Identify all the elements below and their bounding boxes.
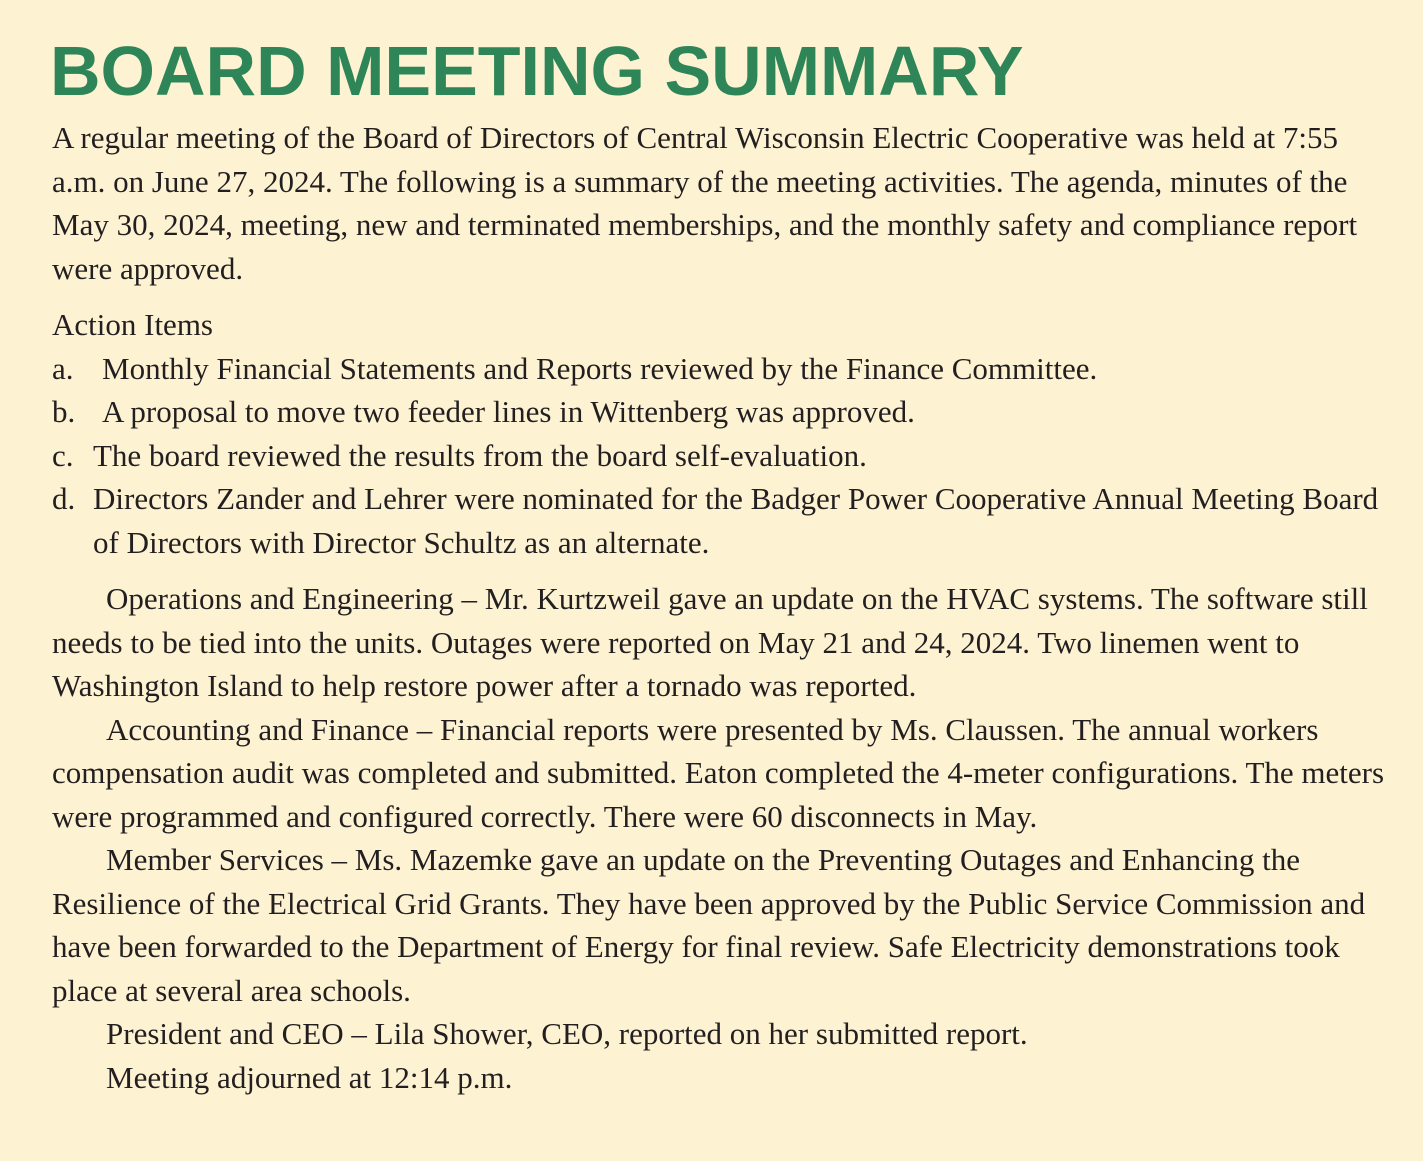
action-item-a xyxy=(52,347,1397,391)
action-item-text: Directors Zander and Lehrer were nominated for the Badger Power Cooperative Annual Meeting Board of Directors with Director Schultz as an alternate. xyxy=(93,481,1379,560)
action-item-text: A proposal to move two feeder lines in Wittenberg was approved. xyxy=(102,394,915,429)
meeting-summary-document xyxy=(52,30,1397,1099)
action-item-letter: b. xyxy=(52,394,76,429)
action-items-heading: Action Items xyxy=(52,307,213,342)
action-item-d xyxy=(52,477,1397,564)
action-item-letter: d. xyxy=(52,481,76,516)
action-item-b xyxy=(52,390,1397,434)
intro-paragraph: A regular meeting of the Board of Directors of Central Wisconsin Electric Cooperative was held at 7:55 a.m. on June 27, 2024. The following is a summary of the meeting activities. The agenda, minutes of the May 30, 2024, meeting, new and terminated memberships, and the monthly safety and compliance report were approved. xyxy=(52,120,1358,286)
accounting-finance-report: Accounting and Finance – Financial reports were presented by Ms. Claussen. The annual workers compensation audit was completed and submitted. Eaton completed the 4-meter configurations. The meters were programmed and configured correctly. There were 60 disconnects in May. xyxy=(52,711,1385,834)
action-items-list xyxy=(52,347,1397,565)
president-ceo-report: President and CEO – Lila Shower, CEO, reported on her submitted report. xyxy=(106,1016,1028,1051)
action-item-text: The board reviewed the results from the board self-evaluation. xyxy=(93,437,867,473)
action-item-letter: a. xyxy=(52,350,74,386)
action-item-letter: c. xyxy=(52,437,74,473)
action-item-text: Monthly Financial Statements and Reports reviewed by the Finance Committee. xyxy=(102,350,1098,386)
operations-engineering-report: Operations and Engineering – Mr. Kurtzweil gave an update on the HVAC systems. The software still needs to be tied into the units. Outages were reported on May 21 and 24, 2024. Two linemen went to Washington Island to help restore power after a tornado was reported. xyxy=(52,581,1368,703)
action-item-c xyxy=(52,434,1397,478)
page-title: BOARD MEETING SUMMARY xyxy=(50,32,1024,110)
adjournment-note: Meeting adjourned at 12:14 p.m. xyxy=(106,1059,513,1095)
member-services-report: Member Services – Ms. Mazemke gave an update on the Preventing Outages and Enhancing the Resilience of the Electrical Grid Grants. They have been approved by the Public Service Commission and have been forwarded to the Department of Energy for final review. Safe Electricity demonstrations took place at several area schools. xyxy=(52,842,1366,1008)
